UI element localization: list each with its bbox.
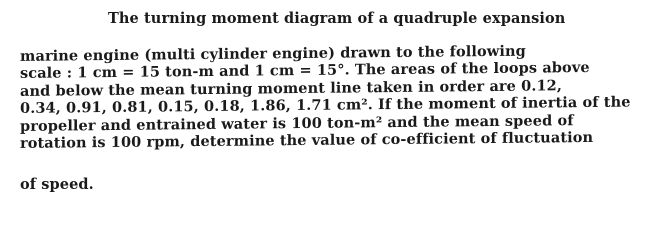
problem-text	[20, 10, 631, 193]
text-line: scale : 1 cm = 15 ton-m and 1 cm = 15°. The areas of the loops above	[20, 58, 590, 82]
text-line: propeller and entrained water is 100 ton-m² and the mean speed of	[20, 111, 574, 135]
text-line: The turning moment diagram of a quadruple expansion	[108, 10, 566, 27]
text-line: rotation is 100 rpm, determine the value of co-efficient of fluctuation	[20, 128, 594, 152]
text-line: marine engine (multi cylinder engine) drawn to the following	[20, 42, 526, 65]
text-line: 0.34, 0.91, 0.81, 0.15, 0.18, 1.86, 1.71 cm². If the moment of inertia of the	[20, 93, 631, 117]
text-line: and below the mean turning moment line taken in order are 0.12,	[20, 76, 563, 100]
text-line: of speed.	[20, 175, 94, 193]
